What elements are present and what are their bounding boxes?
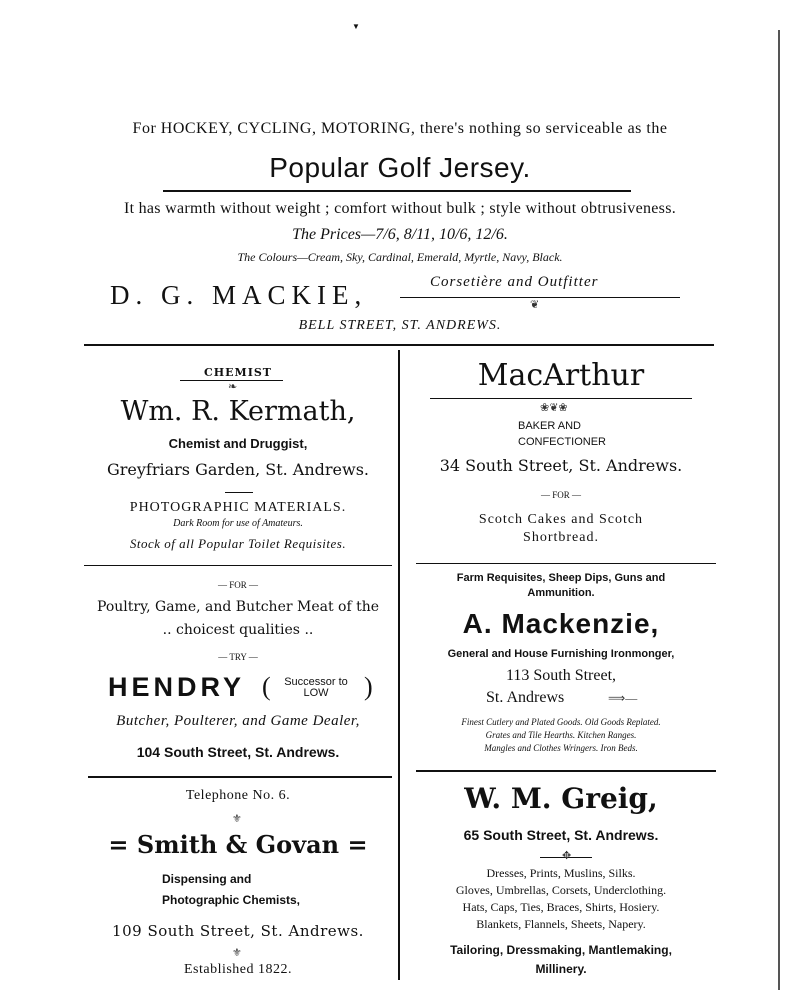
goods-line-2: Grates and Tile Hearths. Kitchen Ranges. (485, 730, 637, 740)
intro-line: For HOCKEY, CYCLING, MOTORING, there's nothing so serviceable as the (132, 120, 668, 137)
prices: The Prices—7/6, 8/11, 10/6, 12/6. (292, 226, 508, 243)
services-line-2: Millinery. (535, 962, 587, 976)
trade-line: Corsetière and Outfitter (430, 274, 599, 290)
for-line (406, 490, 716, 500)
ornament-icon: ✥ (562, 850, 572, 862)
headline-rule (163, 190, 631, 192)
farm-line-1: Farm Requisites, Sheep Dips, Guns and (456, 572, 666, 584)
divider-left-1 (84, 565, 392, 566)
divider-left-2 (88, 776, 392, 778)
address: BELL STREET, ST. ANDREWS. (298, 318, 502, 333)
arrow-ornament-icon: ⟹— (608, 691, 638, 705)
colours: The Colours—Cream, Sky, Cardinal, Emerald, Myrtle, Navy, Black. (237, 250, 563, 264)
successor-note (268, 677, 364, 699)
trade-line-1: BAKER AND (518, 420, 581, 432)
farm-line-2: Ammunition. (527, 587, 595, 599)
try-label: TRY (229, 652, 247, 662)
goods-line-2: Shortbread. (523, 530, 599, 545)
photographic-materials: PHOTOGRAPHIC MATERIALS. (129, 500, 347, 515)
firm-name: D. G. MACKIE, (110, 280, 368, 310)
ornament-icon: ⚜ (232, 947, 242, 959)
ornament-icon: ❧ (228, 381, 238, 393)
goods-line-1: Dresses, Prints, Muslins, Silks. (486, 866, 636, 880)
mackenzie-town: St. Andrews (486, 689, 565, 706)
mackenzie-street: 113 South Street, (505, 667, 617, 684)
smith-name: Smith & Govan (136, 830, 340, 859)
dash-icon: — (572, 490, 581, 500)
telephone: Telephone No. 6. (185, 788, 291, 803)
goods-line-2: Gloves, Umbrellas, Corsets, Underclothing. (455, 883, 667, 897)
try-line (84, 652, 392, 662)
macarthur-address: 34 South Street, St. Andrews. (439, 456, 683, 475)
trade-line-2: Photographic Chemists, (162, 893, 301, 907)
goods-line-3: Hats, Caps, Ties, Braces, Shirts, Hosiery. (462, 900, 660, 914)
page-edge (778, 30, 780, 990)
hendry-name: HENDRY (108, 672, 246, 702)
short-rule (225, 492, 253, 493)
hendry-trade: Butcher, Poulterer, and Game Dealer, (116, 713, 360, 729)
tagline: It has warmth without weight ; comfort without bulk ; style without obtrusiveness. (123, 200, 677, 217)
toilet-requisites: Stock of all Popular Toilet Requisites. (129, 536, 347, 551)
paren-close: ) (364, 672, 373, 701)
chemist-heading: CHEMIST (204, 366, 272, 379)
successor-line-2: LOW (303, 687, 329, 699)
goods-line-1: Scotch Cakes and Scotch (478, 512, 644, 527)
page-mark-icon: ▼ (352, 22, 360, 31)
goods-line-1: Finest Cutlery and Plated Goods. Old Goods Replated. (461, 717, 661, 727)
kermath-trade: Chemist and Druggist, (168, 436, 308, 451)
successor-line-1: Successor to (284, 676, 348, 688)
greig-name: W. M. Greig, (464, 782, 658, 815)
trade-underline (400, 297, 680, 298)
kermath-name: Wm. R. Kermath, (120, 396, 356, 427)
smith-address: 109 South Street, St. Andrews. (112, 922, 364, 940)
macarthur-name: MacArthur (477, 358, 645, 393)
dash-icon: — (217, 580, 227, 590)
poultry-line: Poultry, Game, and Butcher Meat of the (96, 599, 380, 615)
trade-line-2: CONFECTIONER (518, 436, 606, 448)
name-rule (430, 398, 692, 399)
paren-open: ( (262, 672, 271, 701)
smith-name-line (84, 830, 392, 859)
services-line-1: Tailoring, Dressmaking, Mantlemaking, (450, 943, 672, 957)
flourish-icon: ❦ (530, 299, 540, 311)
dash-icon: — (218, 652, 228, 662)
dash-icon: = (347, 830, 368, 859)
ornament-icon: ⚜ (232, 813, 242, 825)
dash-icon: — (248, 652, 258, 662)
kermath-address: Greyfriars Garden, St. Andrews. (106, 460, 370, 479)
for-label: FOR (552, 490, 570, 500)
dark-room: Dark Room for use of Amateurs. (173, 518, 303, 529)
dash-icon: — (540, 490, 550, 500)
divider-right-1 (416, 563, 716, 564)
choicest-line: .. choicest qualities .. (162, 622, 314, 638)
mackenzie-trade: General and House Furnishing Ironmonger, (447, 648, 675, 660)
dash-icon: = (108, 830, 129, 859)
trade-line-1: Dispensing and (162, 872, 252, 886)
for-label: FOR (229, 580, 247, 590)
established: Established 1822. (183, 962, 293, 977)
goods-line-3: Mangles and Clothes Wringers. Iron Beds. (484, 743, 638, 753)
goods-line-4: Blankets, Flannels, Sheets, Napery. (476, 917, 646, 931)
for-line (84, 580, 392, 590)
greig-address: 65 South Street, St. Andrews. (463, 827, 659, 843)
divider-top (84, 344, 714, 346)
scroll-ornament-icon: ❀❦❀ (540, 402, 568, 414)
hendry-address: 104 South Street, St. Andrews. (136, 744, 340, 760)
divider-right-2 (416, 770, 716, 772)
headline: Popular Golf Jersey. (269, 152, 531, 183)
dash-icon: — (249, 580, 258, 590)
divider-vertical (398, 350, 400, 980)
mackenzie-name: A. Mackenzie, (462, 608, 660, 639)
